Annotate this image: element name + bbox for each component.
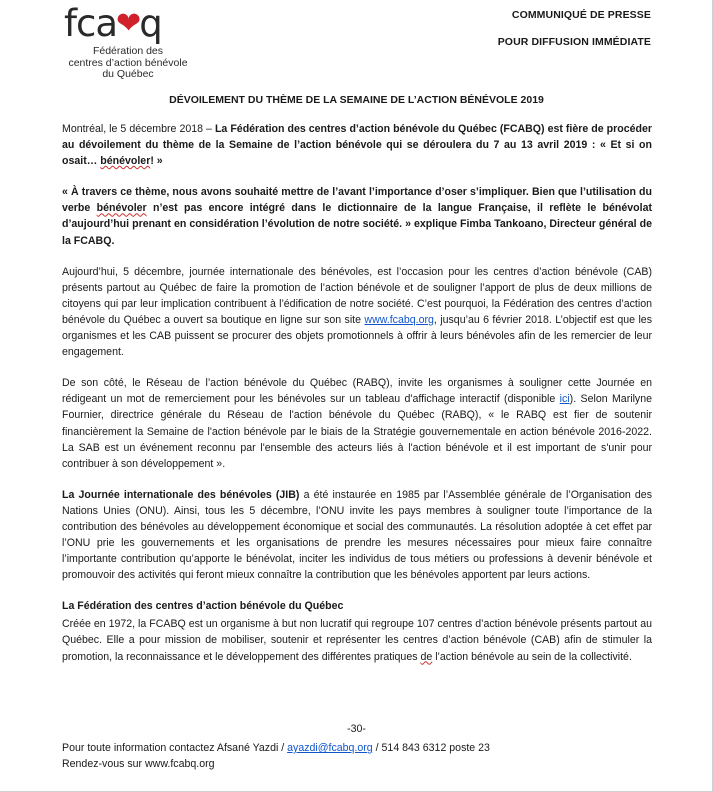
contact-text: Pour toute information contactez Afsané Yazdi /	[62, 742, 288, 754]
fcabq-site-link[interactable]: www.fcabq.org	[364, 313, 434, 326]
document-title: DÉVOILEMENT DU THÈME DE LA SEMAINE DE L’ACTION BÉNÉVOLE 2019	[169, 94, 544, 106]
paragraph-today	[62, 264, 652, 361]
intro-bold-end: ! »	[150, 155, 163, 168]
logo-line-3: du Québec	[102, 68, 154, 80]
quote-part-b: n’est pas encore intégré dans le dictionnaire de la langue Française, il reflète le bénévolat d’aujourd’hui prenant en considération l’évolution de notre société. » explique Fimba Tankoano, Directeur général de la FCABQ.	[62, 202, 652, 247]
paragraph-rabq	[62, 375, 652, 472]
section-heading: La Fédération des centres d’action bénévole du Québec	[62, 600, 344, 613]
federation-flagged-word: de	[420, 650, 433, 663]
intro-lead: Montréal, le 5 décembre 2018 –	[62, 123, 215, 135]
paragraph-federation	[62, 616, 652, 664]
contact-phone: / 514 843 6312 poste 23	[372, 742, 490, 754]
jib-bold: La Journée internationale des bénévoles (JIB)	[62, 488, 300, 501]
today-part-a: Aujourd’hui, 5 décembre, journée internationale des bénévoles, est l’occasion pour les centres d’action bénévole (CAB) présents partout au Québec de faire la promotion de l’action bénévole et de souligner l’apport de plus de deux millions de citoyens qui par leur implication contribuent à l’édification de notre société. C’est pourquoi, la Fédération des centres d’action bénévole du Québec a ouvert sa boutique en ligne sur son site	[62, 265, 652, 326]
federation-part-a: Créée en 1972, la FCABQ est un organisme à but non lucratif qui regroupe 107 centres d’action bénévole présents partout au Québec. Elle a pour mission de mobiliser, soutenir et représenter les centres d’action bénévole (CAB) afin de stimuler la promotion, la reconnaissance et le développement des différentes pratiques	[62, 618, 652, 663]
logo-wordmark	[64, 4, 198, 44]
logo-subtitle	[58, 46, 198, 81]
logo-line-1: Fédération des	[92, 45, 164, 57]
quote-flagged-word: bénévoler	[96, 202, 147, 215]
paragraph-intro	[62, 121, 652, 169]
logo-word-pre: fca	[64, 2, 118, 45]
board-link[interactable]: ici	[559, 393, 570, 406]
document-body	[62, 121, 652, 680]
contact-email-link[interactable]: ayazdi@fcabq.org	[287, 742, 373, 754]
immediate-release-label: POUR DIFFUSION IMMÉDIATE	[497, 36, 651, 48]
rabq-part-a: De son côté, le Réseau de l’action bénévole du Québec (RABQ), invite les organismes à souligner cette Journée en rédigeant un mot de remerciement pour les bénévoles sur un tableau d'affichage interactif (disponible	[62, 377, 652, 406]
end-marker: -30-	[347, 723, 366, 735]
logo-line-2: centres d’action bénévole	[68, 56, 188, 69]
logo-word-post: q	[139, 2, 162, 45]
jib-text: a été instaurée en 1985 par l’Assemblée générale de l’Organisation des Nations Unies (ONU). Ainsi, tous les 5 décembre, l’ONU invite les pays membres à souligner toute l’importance de la contribution des bénévoles au développement économique et social des communautés. La résolution adoptée à cet effet par l’ONU prie les gouvernements et les organisations de prendre les mesures nécessaires pour mieux faire connaître l’importante contribution qu’apporte le bénévolat, inciter les individus de tous métiers ou professions à devenir bénévole et promouvoir des activités qui feront mieux connaître la contribution que les bénévoles apportent par leurs actions.	[62, 488, 652, 582]
paragraph-jib	[62, 487, 652, 584]
footer-contact	[62, 740, 490, 756]
federation-part-b: l’action bénévole au sein de la collectivité.	[432, 650, 632, 663]
press-release-label: COMMUNIQUÉ DE PRESSE	[511, 9, 651, 21]
footer-visit: Rendez-vous sur www.fcabq.org	[62, 758, 215, 770]
fcabq-logo	[58, 4, 198, 81]
paragraph-quote	[62, 184, 652, 248]
rabq-part-b: ). Selon Marilyne Fournier, directrice générale du Réseau de l'action bénévole du Québec (RABQ), « le RABQ est fier de soutenir financièrement la Semaine de l'action bénévole par le biais de la Stratégie gouvernementale en action bénévole 2016-2022. La SAB est un événement reconnu par l'ensemble des acteurs liés à l'action bénévole et il est important de s'unir pour contribuer à son développement ».	[62, 393, 653, 470]
today-part-b: , jusqu’au 6 février 2018. L’objectif est que les organismes et les CAB puissent se procurer des objets promotionnels à offrir à leurs bénévoles afin de les remercier de leur engagement.	[62, 313, 652, 359]
heart-icon: ❤	[116, 6, 141, 41]
intro-bold: La Fédération des centres d’action bénévole du Québec (FCABQ) est fière de procéder au dévoilement du thème de la Semaine de l’action bénévole qui se déroulera du 7 au 13 avril 2019 : « Et si on osait…	[62, 123, 653, 168]
intro-bold-word: bénévoler	[100, 155, 151, 168]
quote-part-a: « À travers ce thème, nous avons souhaité mettre de l’avant l’importance d’oser s’impliquer. Bien que l’utilisation du verbe	[62, 186, 652, 215]
